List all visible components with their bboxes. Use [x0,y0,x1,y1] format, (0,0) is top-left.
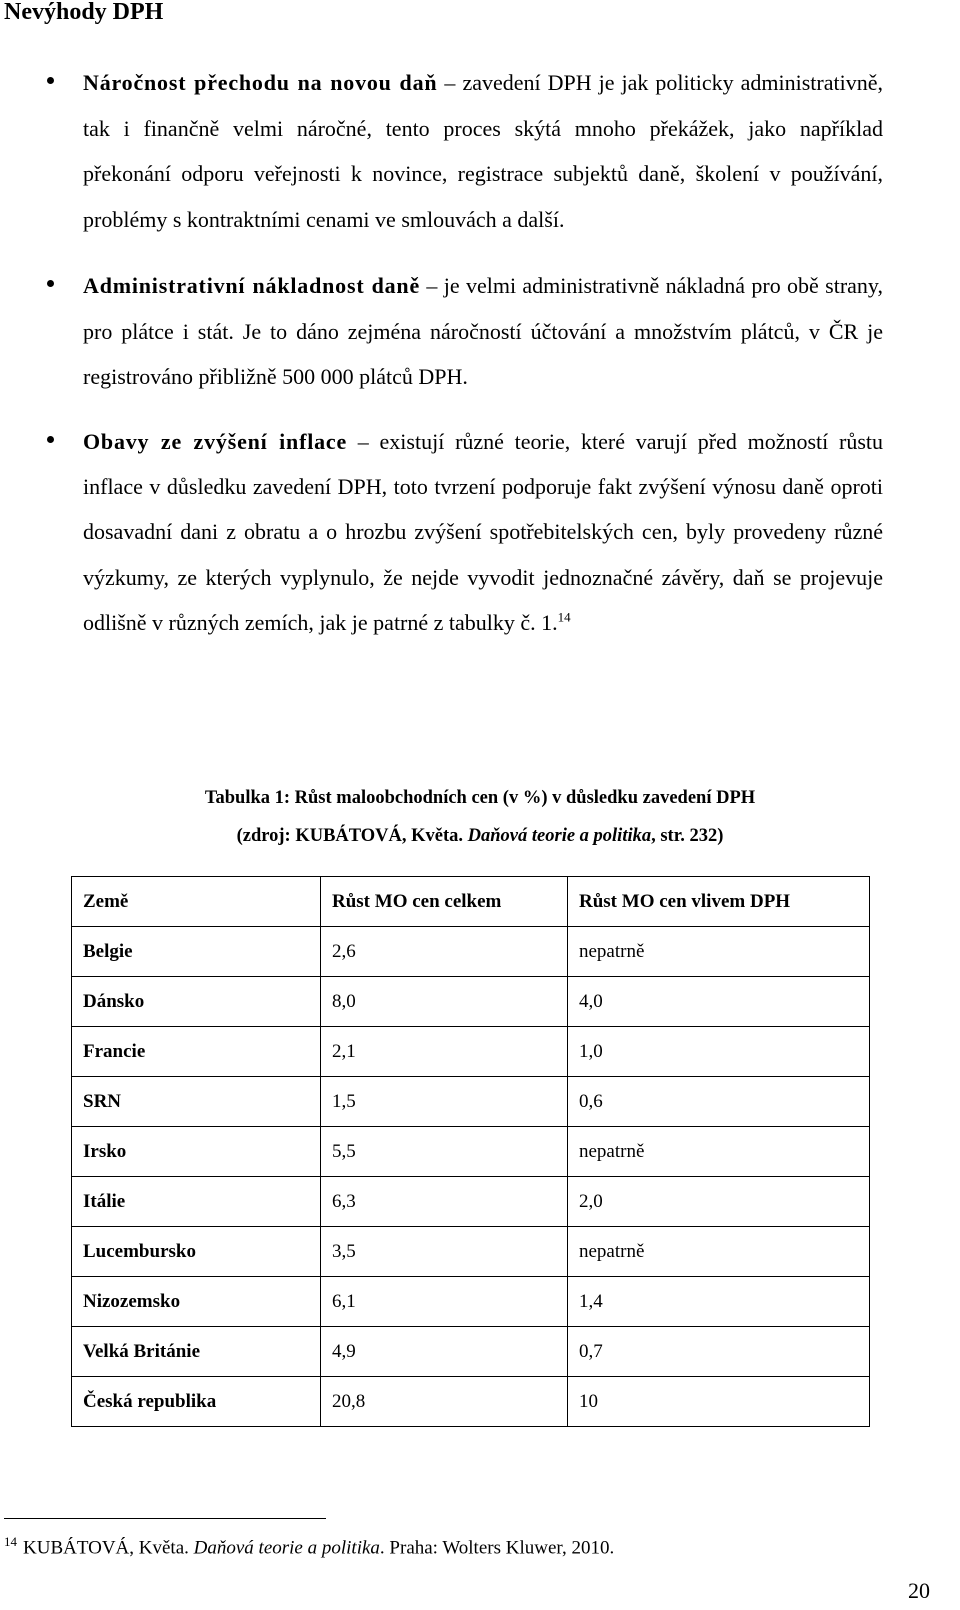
total-growth-cell: 3,5 [321,1227,568,1277]
bullet-item [0,263,883,400]
column-header-country: Země [72,877,321,927]
total-growth-cell: 4,9 [321,1327,568,1377]
footnote-author: KUBÁTOVÁ, Květa. [23,1537,194,1559]
vat-growth-cell: 1,0 [568,1027,870,1077]
column-header-total-growth: Růst MO cen celkem [321,877,568,927]
bullet-term: Obavy ze zvýšení inflace [83,428,348,454]
country-cell: Dánsko [72,977,321,1027]
total-growth-cell: 2,1 [321,1027,568,1077]
country-cell: Itálie [72,1177,321,1227]
table-row [72,1277,870,1327]
table-row [72,1027,870,1077]
vat-growth-cell: 10 [568,1377,870,1427]
total-growth-cell: 20,8 [321,1377,568,1427]
total-growth-cell: 6,1 [321,1277,568,1327]
bullet-term: Administrativní nákladnost daně [83,273,421,298]
bullet-dash: – [437,70,463,95]
table-row [72,1127,870,1177]
bullet-dash: – [420,273,444,298]
bullet-text: zavedení DPH je jak politicky administrativně, tak i finančně velmi náročné, tento proces skýtá mnoho překážek, jako například překonání odporu veřejnosti k novince, registrace subjektů daně, školení v používání, problémy s kontraktními cenami ve smlouvách a další. [83,70,883,232]
bullet-dot-icon [47,280,54,287]
bullet-text: existují různé teorie, které varují před možností růstu inflace v důsledku zavedení DPH, toto tvrzení podporuje fakt zvýšení výnosu daně oproti dosavadní dani z obratu a o hrozbu zvýšení spotřebitelských cen, byly provedeny různé výzkumy, ze kterých vyplynulo, že nejde vyvodit jednoznačné závěry, daň se projevuje odlišně v různých zemích, jak je patrné z tabulky č. 1. [83,428,883,636]
vat-growth-cell: 0,6 [568,1077,870,1127]
bullet-paragraph [83,60,883,242]
footnote-reference[interactable]: 14 [557,609,571,625]
table-row [72,927,870,977]
caption-source-page: , str. 232) [651,826,724,846]
bullet-paragraph [83,419,883,646]
bullet-paragraph [83,263,883,400]
bullet-dash: – [347,428,380,454]
vat-growth-cell: 2,0 [568,1177,870,1227]
price-growth-table [71,876,870,1427]
footnote [4,1530,614,1560]
bullet-item [0,419,883,646]
caption-source: (zdroj: KUBÁTOVÁ, Květa. [236,826,468,846]
footnote-title: Daňová teorie a politika [193,1537,380,1559]
bullet-list [0,60,960,646]
bullet-dot-icon [47,436,54,443]
caption-source-title: Daňová teorie a politika [467,826,652,846]
vat-growth-cell: 4,0 [568,977,870,1027]
table-caption [0,779,960,855]
total-growth-cell: 1,5 [321,1077,568,1127]
vat-growth-cell: 0,7 [568,1327,870,1377]
table-row [72,1327,870,1377]
vat-growth-cell: nepatrně [568,927,870,977]
bullet-item [0,60,883,242]
country-cell: Nizozemsko [72,1277,321,1327]
country-cell: Česká republika [72,1377,321,1427]
section-heading: Nevýhody DPH [4,0,164,25]
page-number: 20 [908,1578,930,1603]
table-row [72,1377,870,1427]
table-row [72,1227,870,1277]
table-row [72,1177,870,1227]
bullet-term: Náročnost přechodu na novou daň [83,70,438,95]
table-header-row [72,877,870,927]
footnote-publisher: . Praha: Wolters Kluwer, 2010. [379,1537,615,1559]
vat-growth-cell: 1,4 [568,1277,870,1327]
total-growth-cell: 2,6 [321,927,568,977]
country-cell: Belgie [72,927,321,977]
bullet-text: je velmi administrativně nákladná pro obě strany, pro plátce i stát. Je to dáno zejména náročností účtování a množstvím plátců, v ČR je registrováno přibližně 500 000 plátců DPH. [83,273,884,389]
vat-growth-cell: nepatrně [568,1227,870,1277]
caption-line-2 [0,817,960,855]
footnote-number: 14 [4,1534,17,1549]
country-cell: SRN [72,1077,321,1127]
bullet-dot-icon [47,77,54,84]
vat-growth-cell: nepatrně [568,1127,870,1177]
total-growth-cell: 5,5 [321,1127,568,1177]
total-growth-cell: 6,3 [321,1177,568,1227]
country-cell: Lucembursko [72,1227,321,1277]
country-cell: Francie [72,1027,321,1077]
caption-line-1: Tabulka 1: Růst maloobchodních cen (v %) v důsledku zavedení DPH [204,788,756,808]
column-header-vat-growth: Růst MO cen vlivem DPH [568,877,870,927]
table-row [72,1077,870,1127]
total-growth-cell: 8,0 [321,977,568,1027]
footnote-separator [4,1518,326,1519]
country-cell: Velká Británie [72,1327,321,1377]
table-row [72,977,870,1027]
country-cell: Irsko [72,1127,321,1177]
